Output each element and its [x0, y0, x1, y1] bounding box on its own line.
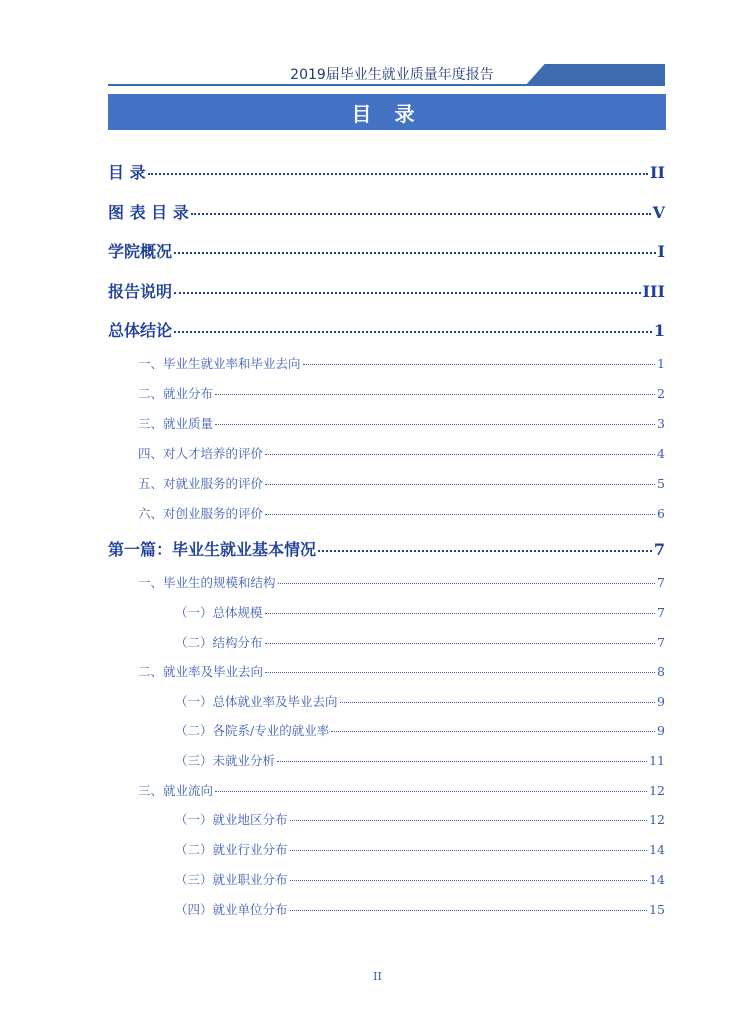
toc-leader — [278, 583, 656, 584]
toc-entry-page: 5 — [657, 476, 665, 491]
toc-entry-page: 3 — [657, 416, 665, 431]
toc-entry[interactable] — [138, 474, 665, 492]
toc-entry[interactable] — [175, 870, 665, 888]
toc-leader — [174, 331, 652, 333]
toc-leader — [265, 514, 655, 515]
toc-entry-page: V — [652, 203, 665, 222]
toc-entry-label: 二、就业分布 — [138, 386, 214, 401]
toc-banner — [108, 94, 666, 130]
toc-entry-page: II — [650, 163, 665, 182]
toc-leader — [331, 731, 655, 732]
toc-entry-page: 9 — [657, 694, 665, 709]
toc-leader — [303, 364, 656, 365]
toc-entry[interactable] — [138, 444, 665, 462]
toc-entry[interactable] — [175, 751, 665, 769]
toc-entry[interactable] — [138, 354, 665, 372]
toc-entry[interactable] — [108, 200, 665, 223]
toc-entry-label: 五、对就业服务的评价 — [138, 476, 264, 491]
toc-entry-page: 15 — [649, 902, 665, 917]
toc-leader — [290, 880, 648, 881]
toc-leader — [290, 820, 648, 821]
toc-entry-label: 报告说明 — [108, 282, 173, 301]
toc-entry[interactable] — [108, 318, 665, 341]
toc-entry-label: 一、毕业生就业率和毕业去向 — [138, 356, 301, 371]
toc-leader — [290, 910, 648, 911]
toc-leader — [215, 394, 655, 395]
toc-entry-page: 9 — [657, 723, 665, 738]
toc-entry-page: 7 — [657, 605, 665, 620]
toc-entry[interactable] — [175, 721, 665, 739]
toc-entry-page: 14 — [649, 872, 665, 887]
toc-entry[interactable] — [138, 504, 665, 522]
header-rule — [108, 84, 665, 86]
toc-leader — [265, 643, 656, 644]
toc-entry-page: 8 — [657, 664, 665, 679]
toc-entry-page: I — [657, 242, 665, 261]
toc-entry[interactable] — [175, 603, 665, 621]
toc-leader — [265, 613, 656, 614]
toc-entry-label: 学院概况 — [108, 242, 173, 261]
toc-leader — [265, 672, 655, 673]
toc-entry-page: 1 — [653, 321, 665, 340]
running-header-title: 2019届毕业生就业质量年度报告 — [290, 67, 494, 83]
toc-leader — [290, 850, 648, 851]
toc-entry-label: 三、就业质量 — [138, 416, 214, 431]
toc-entry-label: 四、对人才培养的评价 — [138, 446, 264, 461]
toc-leader — [215, 424, 655, 425]
toc-entry-label: 图 表 目 录 — [108, 203, 189, 222]
toc-entry-label: （一）总体就业率及毕业去向 — [175, 694, 338, 709]
toc-entry[interactable] — [138, 781, 665, 799]
toc-entry-page: 11 — [649, 753, 665, 768]
toc-entry[interactable] — [175, 840, 665, 858]
toc-leader — [318, 550, 652, 552]
header-decoration — [525, 64, 665, 86]
toc-entry-page: 7 — [657, 635, 665, 650]
toc-entry-label: （二）就业行业分布 — [175, 842, 288, 857]
toc-entry-label: 二、就业率及毕业去向 — [138, 664, 264, 679]
toc-entry-label: 一、毕业生的规模和结构 — [138, 575, 276, 590]
toc-entry-label: （四）就业单位分布 — [175, 902, 288, 917]
toc-entry-page: III — [642, 282, 665, 301]
toc-leader — [215, 791, 647, 792]
toc-entry-page: 14 — [649, 842, 665, 857]
toc-entry-label: （三）未就业分析 — [175, 753, 276, 768]
toc-entry[interactable] — [138, 384, 665, 402]
toc-entry-page: 12 — [649, 783, 665, 798]
toc-entry-page: 4 — [657, 446, 665, 461]
toc-banner-title: 目 录 — [351, 101, 423, 126]
toc-entry-label: （一）总体规模 — [175, 605, 263, 620]
toc-entry-page: 7 — [657, 575, 665, 590]
toc-entry[interactable] — [108, 239, 665, 262]
toc-entry[interactable] — [108, 279, 665, 302]
toc-entry[interactable] — [138, 573, 665, 591]
toc-entry[interactable] — [175, 692, 665, 710]
toc-entry-label: （一）就业地区分布 — [175, 812, 288, 827]
toc-entry-label: 三、就业流向 — [138, 783, 214, 798]
toc-leader — [265, 484, 655, 485]
toc-leader — [265, 454, 655, 455]
toc-entry-label: 六、对创业服务的评价 — [138, 506, 264, 521]
toc-leader — [191, 213, 651, 215]
toc-entry[interactable] — [175, 900, 665, 918]
toc-entry[interactable] — [138, 414, 665, 432]
toc-entry-page: 12 — [649, 812, 665, 827]
toc-entry[interactable] — [108, 537, 665, 560]
toc-entry-page: 1 — [657, 356, 665, 371]
toc-entry[interactable] — [175, 633, 665, 651]
toc-leader — [340, 702, 656, 703]
toc-entry-label: 第一篇：毕业生就业基本情况 — [108, 540, 317, 559]
toc-entry[interactable] — [138, 662, 665, 680]
toc-entry[interactable] — [175, 810, 665, 828]
toc-entry[interactable] — [108, 160, 665, 183]
toc-entry-label: 总体结论 — [108, 321, 173, 340]
toc-entry-page: 7 — [653, 540, 665, 559]
toc-leader — [148, 173, 648, 175]
toc-entry-label: （二）各院系/专业的就业率 — [175, 723, 330, 738]
toc-entry-page: 2 — [657, 386, 665, 401]
toc-leader — [174, 252, 656, 254]
toc-entry-label: （二）结构分布 — [175, 635, 263, 650]
toc-entry-page: 6 — [657, 506, 665, 521]
toc-entry-label: （三）就业职业分布 — [175, 872, 288, 887]
page-number-footer: II — [373, 970, 382, 983]
toc-leader — [277, 761, 647, 762]
toc-leader — [174, 292, 641, 294]
toc-entry-label: 目 录 — [108, 163, 146, 182]
